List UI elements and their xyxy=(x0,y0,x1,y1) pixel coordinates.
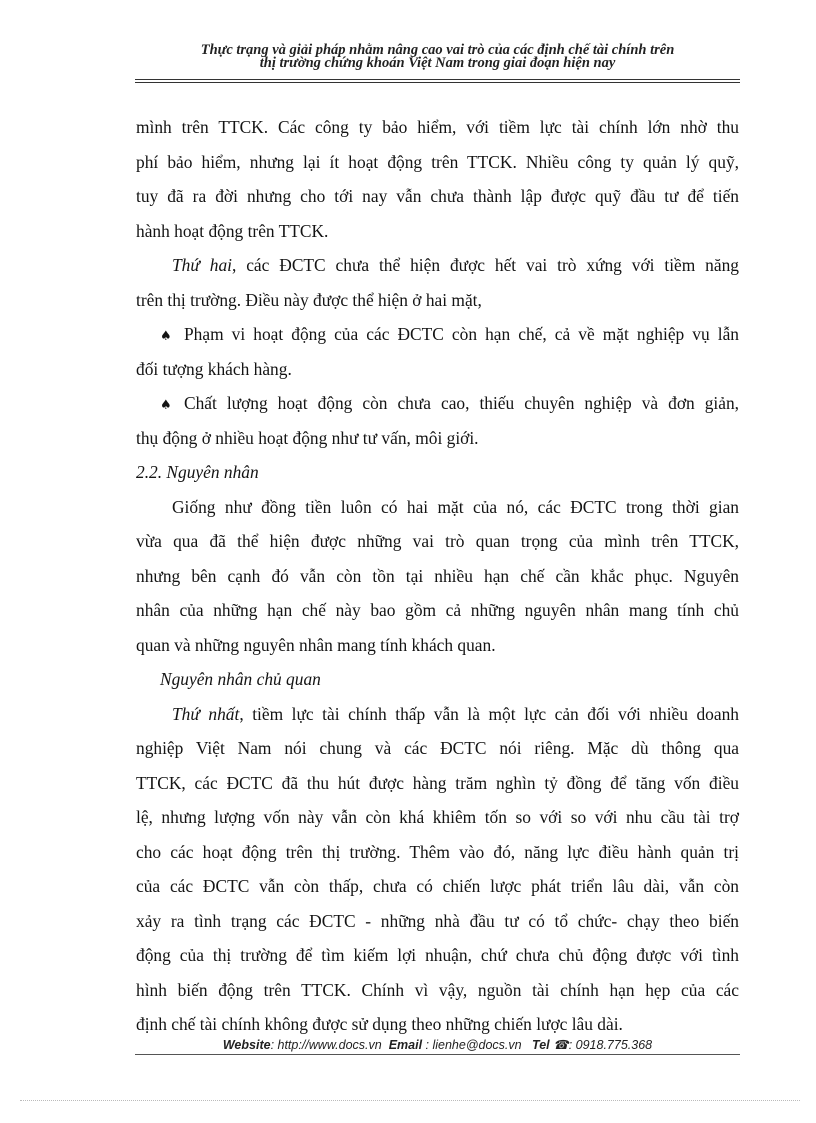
paragraph-line: hành hoạt động trên TTCK. xyxy=(136,220,329,241)
paragraph-line: xảy ra tình trạng các ĐCTC - những nhà đầu tư có tổ chức- chạy theo biến xyxy=(136,910,739,931)
bullet-text: Phạm vi hoạt động của các ĐCTC còn hạn chế, cả về mặt nghiệp vụ lẫn xyxy=(184,324,739,344)
subheading: Nguyên nhân chủ quan xyxy=(160,669,321,689)
bullet-text: Chất lượng hoạt động còn chưa cao, thiếu chuyên nghiệp và đơn giản, xyxy=(184,393,739,413)
emphasis-lead: Thứ hai xyxy=(172,255,232,275)
paragraph-line: nhân của những hạn chế này bao gồm cả những nguyên nhân mang tính chủ xyxy=(136,600,739,620)
paragraph-line: trên thị trường. Điều này được thể hiện ở hai mặt, xyxy=(136,289,482,310)
paragraph-line: phí bảo hiểm, nhưng lại ít hoạt động trên TTCK. Nhiều công ty quản lý quỹ, xyxy=(136,151,739,172)
paragraph-text: , tiềm lực tài chính thấp vẫn là một lực cản đối với nhiều doanh xyxy=(239,703,739,724)
spade-bullet-icon: ♠ xyxy=(160,398,172,413)
footer-tel-value: : 0918.775.368 xyxy=(568,1038,653,1052)
bullet-item xyxy=(136,317,739,352)
paragraph-line: lệ, nhưng lượng vốn này vẫn còn khá khiêm tốn so với so với nhu cầu tài trợ xyxy=(136,807,739,827)
page-edge-line xyxy=(20,1100,800,1101)
footer-email-link[interactable]: : lienhe@docs.vn xyxy=(425,1038,522,1052)
paragraph-line: nhưng bên cạnh đó vẫn còn tồn tại nhiều hạn chế cần khắc phục. Nguyên xyxy=(136,565,739,586)
header-line-2: thị trường chứng khoán Việt Nam trong giai đoạn hiện nay xyxy=(259,55,616,71)
paragraph-line: động của thị trường để tìm kiếm lợi nhuận, chứ chưa chủ động được với tình xyxy=(136,945,739,965)
paragraph-line: TTCK, các ĐCTC đã thu hút được hàng trăm nghìn tỷ đồng để tăng vốn điều xyxy=(136,772,739,793)
paragraph-line: nghiệp Việt Nam nói chung và các ĐCTC nói riêng. Mặc dù thông qua xyxy=(136,738,739,758)
paragraph-line xyxy=(136,697,739,732)
bullet-continuation: thụ động ở nhiều hoạt động như tư vấn, môi giới. xyxy=(136,427,479,448)
section-heading: 2.2. Nguyên nhân xyxy=(136,462,259,482)
paragraph-line: tuy đã ra đời nhưng cho tới nay vẫn chưa thành lập được quỹ đầu tư để tiến xyxy=(136,186,739,206)
footer-website-label: Website xyxy=(222,1038,271,1052)
paragraph-text: , các ĐCTC chưa thể hiện được hết vai trò xứng với tiềm năng xyxy=(231,255,739,275)
paragraph-line: Giống như đồng tiền luôn có hai mặt của nó, các ĐCTC trong thời gian xyxy=(172,496,739,517)
document-body xyxy=(136,110,739,1042)
footer-website-link[interactable]: : http://www.docs.vn xyxy=(270,1038,382,1052)
emphasis-lead: Thứ nhất xyxy=(172,703,240,724)
paragraph-line: định chế tài chính không được sử dụng theo những chiến lược lâu dài. xyxy=(136,1014,623,1034)
paragraph-line: mình trên TTCK. Các công ty bảo hiểm, với tiềm lực tài chính lớn nhờ thu xyxy=(136,117,739,137)
paragraph-line: hình biến động trên TTCK. Chính vì vậy, nguồn tài chính hạn hẹp của các xyxy=(136,979,739,1000)
phone-icon: ☎ xyxy=(553,1038,569,1052)
header-line-1: Thực trạng và giải pháp nhằm nâng cao vai trò của các định chế tài chính trên xyxy=(200,42,675,58)
bullet-continuation: đối tượng khách hàng. xyxy=(136,358,292,379)
bullet-item xyxy=(136,386,739,421)
footer-tel-label: Tel xyxy=(532,1038,550,1052)
page-header xyxy=(135,44,740,70)
footer-email-label: Email xyxy=(388,1038,423,1052)
header-divider xyxy=(135,79,740,80)
paragraph-line xyxy=(136,248,739,283)
paragraph-line: vừa qua đã thể hiện được những vai trò quan trọng của mình trên TTCK, xyxy=(136,531,739,551)
spade-bullet-icon: ♠ xyxy=(160,329,172,344)
paragraph-line: quan và những nguyên nhân mang tính khách quan. xyxy=(136,634,496,655)
header-divider-secondary xyxy=(135,82,740,83)
paragraph-line: của các ĐCTC vẫn còn thấp, chưa có chiến lược phát triển lâu dài, vẫn còn xyxy=(136,876,739,896)
footer-divider xyxy=(135,1054,740,1055)
page-footer xyxy=(135,1037,740,1052)
paragraph-line: cho các hoạt động trên thị trường. Thêm vào đó, năng lực điều hành quản trị xyxy=(136,841,739,862)
